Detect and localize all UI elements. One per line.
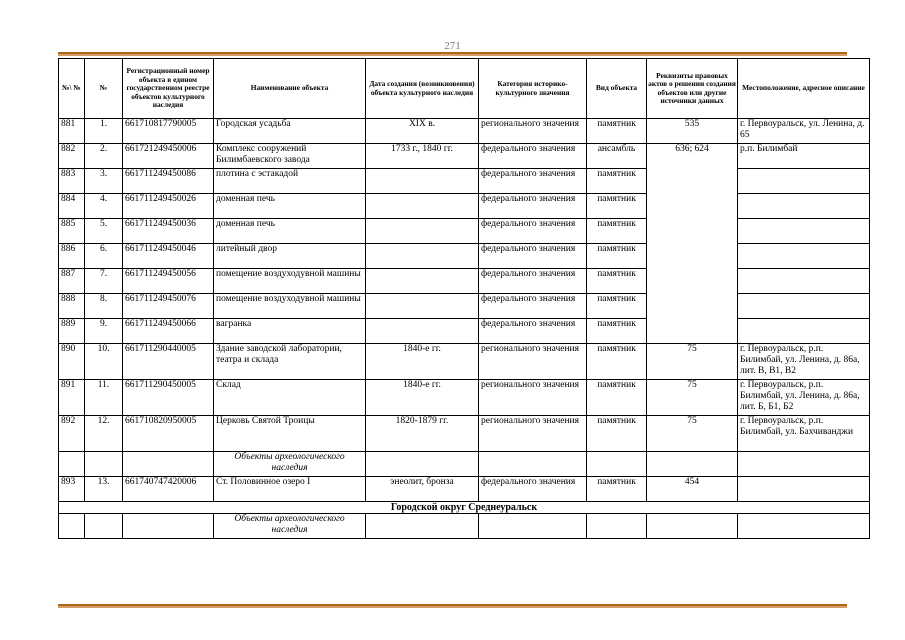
header-category: Категория историко-культурного значения: [479, 59, 587, 119]
cell-name: вагранка: [214, 319, 366, 344]
cell-date: 1840-е гг.: [366, 380, 479, 416]
cell-empty: [647, 452, 738, 477]
table-row: [59, 244, 870, 269]
cell-kind: памятник: [587, 477, 647, 502]
cell-kind: памятник: [587, 380, 647, 416]
cell-kind: памятник: [587, 344, 647, 380]
cell-location: [738, 219, 870, 244]
cell-empty: [647, 514, 738, 539]
cell-empty: [123, 514, 214, 539]
cell-category: федерального значения: [479, 194, 587, 219]
cell-kind: памятник: [587, 319, 647, 344]
cell-kind: памятник: [587, 119, 647, 144]
cell-number: 11.: [85, 380, 123, 416]
cell-empty: [366, 514, 479, 539]
cell-date: [366, 269, 479, 294]
header-object-kind: Вид объекта: [587, 59, 647, 119]
subheader-row: [59, 514, 870, 539]
cell-category: регионального значения: [479, 416, 587, 452]
cell-location: [738, 244, 870, 269]
cell-index: 882: [59, 144, 85, 169]
cell-kind: памятник: [587, 169, 647, 194]
cell-empty: [587, 452, 647, 477]
header-registration-number: Регистрационный номер объекта в едином государственном реестре объектов культурного наследия: [123, 59, 214, 119]
cell-index: 890: [59, 344, 85, 380]
cell-location: р.п. Билимбай: [738, 144, 870, 169]
header-location: Местоположение, адресное описание: [738, 59, 870, 119]
cell-registration: 661711249450026: [123, 194, 214, 219]
cell-location: [738, 169, 870, 194]
cell-index: 884: [59, 194, 85, 219]
table-row: [59, 169, 870, 194]
table-row: [59, 319, 870, 344]
cell-empty: [123, 452, 214, 477]
cell-empty: [85, 452, 123, 477]
cell-number: 13.: [85, 477, 123, 502]
cell-kind: ансамбль: [587, 144, 647, 169]
cell-empty: [366, 452, 479, 477]
cell-location: [738, 294, 870, 319]
cell-registration: 661740747420006: [123, 477, 214, 502]
cell-category: регионального значения: [479, 119, 587, 144]
cell-name: Комплекс сооружений Билимбаевского завода: [214, 144, 366, 169]
cell-category: федерального значения: [479, 269, 587, 294]
cell-registration: 661711249450046: [123, 244, 214, 269]
cell-category: регионального значения: [479, 380, 587, 416]
cell-registration: 661711249450076: [123, 294, 214, 319]
cell-kind: памятник: [587, 219, 647, 244]
cell-index: 888: [59, 294, 85, 319]
bottom-rule: [58, 604, 847, 608]
cell-location: [738, 194, 870, 219]
cell-index: 883: [59, 169, 85, 194]
section-title: Городской округ Среднеуральск: [59, 502, 870, 514]
cell-category: федерального значения: [479, 319, 587, 344]
cell-name: помещение воздуходувной машины: [214, 269, 366, 294]
cell-number: 4.: [85, 194, 123, 219]
cell-empty: [738, 452, 870, 477]
table-row: [59, 344, 870, 380]
cell-number: 6.: [85, 244, 123, 269]
cell-number: 1.: [85, 119, 123, 144]
table-row: [59, 269, 870, 294]
cell-empty: [85, 514, 123, 539]
cell-number: 9.: [85, 319, 123, 344]
section-row: [59, 502, 870, 514]
cell-index: 885: [59, 219, 85, 244]
cell-registration: 661711249450066: [123, 319, 214, 344]
cell-registration: 661711249450086: [123, 169, 214, 194]
cell-index: 881: [59, 119, 85, 144]
cell-location: [738, 269, 870, 294]
cell-name: помещение воздуходувной машины: [214, 294, 366, 319]
cell-location: г. Первоуральск, р.п. Билимбай, ул. Ленина, д. 86а, лит. В, В1, В2: [738, 344, 870, 380]
cell-location: г. Первоуральск, р.п. Билимбай, ул. Ленина, д. 86а, лит. Б, Б1, Б2: [738, 380, 870, 416]
cell-category: федерального значения: [479, 169, 587, 194]
cell-registration: 661711249450056: [123, 269, 214, 294]
cell-number: 7.: [85, 269, 123, 294]
heritage-table: [58, 58, 870, 539]
cell-kind: памятник: [587, 194, 647, 219]
cell-category: федерального значения: [479, 144, 587, 169]
archaeology-subheader: Объекты археологического наследия: [214, 452, 366, 477]
cell-name: плотина с эстакадой: [214, 169, 366, 194]
cell-name: Городская усадьба: [214, 119, 366, 144]
table-row: [59, 119, 870, 144]
cell-empty: [59, 514, 85, 539]
cell-index: 889: [59, 319, 85, 344]
cell-location: г. Первоуральск, р.п. Билимбай, ул. Бахчиванджи: [738, 416, 870, 452]
cell-date: 1733 г., 1840 гг.: [366, 144, 479, 169]
cell-kind: памятник: [587, 294, 647, 319]
cell-number: 8.: [85, 294, 123, 319]
cell-index: 893: [59, 477, 85, 502]
cell-category: регионального значения: [479, 344, 587, 380]
cell-date: [366, 194, 479, 219]
top-rule: [58, 52, 847, 56]
cell-kind: памятник: [587, 269, 647, 294]
cell-registration: 661710817790005: [123, 119, 214, 144]
table-row: [59, 477, 870, 502]
cell-date: [366, 169, 479, 194]
cell-category: федерального значения: [479, 219, 587, 244]
cell-name: Здание заводской лаборатории, театра и склада: [214, 344, 366, 380]
header-object-name: Наименование объекта: [214, 59, 366, 119]
cell-empty: [587, 514, 647, 539]
cell-empty: [479, 452, 587, 477]
table-row: [59, 294, 870, 319]
cell-date: энеолит, бронза: [366, 477, 479, 502]
cell-act: 75: [647, 416, 738, 452]
cell-date: XIX в.: [366, 119, 479, 144]
cell-category: федерального значения: [479, 244, 587, 269]
cell-index: 892: [59, 416, 85, 452]
cell-number: 12.: [85, 416, 123, 452]
cell-empty: [738, 514, 870, 539]
cell-number: 3.: [85, 169, 123, 194]
header-row: [59, 59, 870, 119]
cell-name: доменная печь: [214, 219, 366, 244]
cell-empty: [479, 514, 587, 539]
cell-number: 2.: [85, 144, 123, 169]
subheader-row: [59, 452, 870, 477]
cell-act: 75: [647, 344, 738, 380]
cell-location: [738, 477, 870, 502]
cell-act-merged: 636; 624: [647, 144, 738, 344]
header-index-double: №\ №: [59, 59, 85, 119]
cell-registration: 661711290440005: [123, 344, 214, 380]
cell-act: 75: [647, 380, 738, 416]
cell-location: г. Первоуральск, ул. Ленина, д. 65: [738, 119, 870, 144]
cell-location: [738, 319, 870, 344]
cell-category: федерального значения: [479, 477, 587, 502]
cell-registration: 661711249450036: [123, 219, 214, 244]
cell-registration: 661710820950005: [123, 416, 214, 452]
cell-number: 10.: [85, 344, 123, 380]
cell-date: [366, 219, 479, 244]
cell-number: 5.: [85, 219, 123, 244]
table-row: [59, 416, 870, 452]
cell-date: 1840-е гг.: [366, 344, 479, 380]
cell-category: федерального значения: [479, 294, 587, 319]
cell-date: 1820-1879 гг.: [366, 416, 479, 452]
cell-kind: памятник: [587, 416, 647, 452]
header-number: №: [85, 59, 123, 119]
cell-name: доменная печь: [214, 194, 366, 219]
header-creation-date: Дата создания (возникновения) объекта культурного наследия: [366, 59, 479, 119]
cell-date: [366, 244, 479, 269]
cell-kind: памятник: [587, 244, 647, 269]
cell-date: [366, 319, 479, 344]
cell-act: 454: [647, 477, 738, 502]
archaeology-subheader: Объекты археологического наследия: [214, 514, 366, 539]
cell-empty: [59, 452, 85, 477]
cell-registration: 661721249450006: [123, 144, 214, 169]
cell-act: 535: [647, 119, 738, 144]
cell-index: 887: [59, 269, 85, 294]
cell-date: [366, 294, 479, 319]
table-row: [59, 219, 870, 244]
table-row: [59, 380, 870, 416]
cell-name: Церковь Святой Троицы: [214, 416, 366, 452]
cell-registration: 661711290450005: [123, 380, 214, 416]
table-row: [59, 194, 870, 219]
cell-name: литейный двор: [214, 244, 366, 269]
cell-name: Ст. Половинное озеро I: [214, 477, 366, 502]
cell-index: 891: [59, 380, 85, 416]
cell-name: Склад: [214, 380, 366, 416]
header-legal-acts: Реквизиты правовых актов о решении создания объектов или другие источники данных: [647, 59, 738, 119]
table-row: [59, 144, 870, 169]
page-number: 271: [444, 40, 461, 52]
cell-index: 886: [59, 244, 85, 269]
